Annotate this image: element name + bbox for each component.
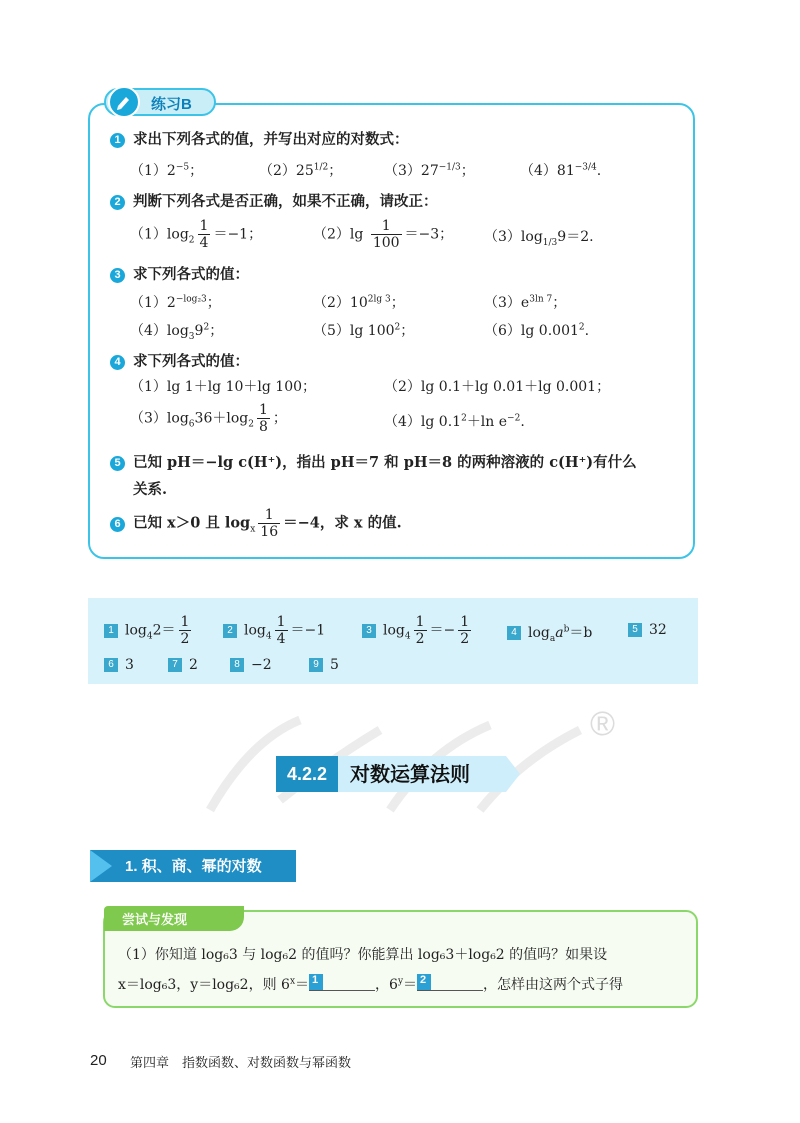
blank-1[interactable]: 1 [309, 974, 375, 991]
answer-4: 4 $\log_aa^b=b$ [507, 622, 592, 644]
answer-7: 7 2 [168, 657, 198, 673]
answer-1: 1 $\log_42=$ $\frac{1}{2}$ [104, 614, 194, 647]
question-3: 3 求下列各式的值： [110, 263, 249, 284]
question-6: 6 已知 x＞0 且 $\log_x$ $\frac{1}{16}$ ＝−4，求 x 的值. [110, 507, 402, 540]
try-tab-label: 尝试与发现 [122, 912, 188, 927]
question-5-line-2: 关系. [133, 481, 168, 498]
question-number: 2 [110, 195, 125, 210]
q4-item-2: （2）lg 0.1＋lg 0.01＋lg 0.001； [384, 379, 611, 395]
q3-item-2: $(2)10^{2lg 3}$； [313, 294, 405, 311]
exercise-tab-label: 练习B [151, 96, 192, 113]
q1-item-2: $(2)25^{1/2}$； [259, 162, 343, 179]
q1-item-1: $(1)2^{-5}$； [130, 162, 204, 179]
question-number: 6 [110, 517, 125, 532]
q3-item-4: $(4)\log_39^2$； [130, 322, 224, 342]
page-number: 20 [90, 1052, 107, 1069]
q3-item-3: $(3)e^{3ln 7}$； [484, 294, 567, 311]
answer-6: 6 3 [104, 657, 134, 673]
q2-item-1: $(1)\log_2$ $\frac{1}{4}$ ＝−1； [130, 218, 263, 251]
registered-mark: ® [590, 705, 616, 743]
answer-5: 5 32 [628, 622, 667, 638]
q2-item-2: （2）lg $\frac{1}{100}$ ＝−3； [313, 218, 454, 251]
question-1: 1 求出下列各式的值，并写出对应的对数式： [110, 128, 409, 149]
section-number: 4.2.2 [276, 756, 338, 792]
answer-9: 9 5 [309, 657, 339, 673]
try-line-1: （1）你知道 log₆3 与 log₆2 的值吗？你能算出 log₆3＋log₆2 的值吗？如果设 [118, 947, 608, 963]
q3-item-5: （5）lg $100^2$； [313, 322, 415, 339]
q3-item-6: （6）lg 0.001$^2$. [484, 322, 590, 339]
try-line-2: x＝log₆3，y＝log₆2，则 $6^x=$ 1 ，$6^y=$ 2 ，怎样由这两个式子得 [118, 974, 624, 993]
pencil-icon [108, 86, 140, 118]
question-number: 1 [110, 133, 125, 148]
q4-item-4: （4）lg $0.1^2+\ln$ $e^{-2}$. [384, 413, 525, 430]
question-number: 3 [110, 268, 125, 283]
subsection-title: 1. 积、商、幂的对数 [125, 858, 262, 875]
q4-item-3: $(3)\log_636+\log_2$ $\frac{1}{8}$ ； [130, 402, 287, 435]
q3-item-1: $(1)2^{-log_23}$； [130, 294, 221, 311]
q1-item-4: $(4)81^{-3/4}$. [520, 162, 602, 179]
chapter-title: 第四章 指数函数、对数函数与幂函数 [130, 1056, 352, 1071]
question-4: 4 求下列各式的值： [110, 350, 249, 371]
q1-item-3: $(3)27^{-1/3}$； [384, 162, 475, 179]
question-2: 2 判断下列各式是否正确，如果不正确，请改正： [110, 190, 438, 211]
q4-item-1: （1）lg 1＋lg 10＋lg 100； [130, 379, 317, 395]
section-title: 对数运算法则 [338, 756, 506, 792]
section-title-tail [506, 756, 520, 792]
blank-2[interactable]: 2 [417, 974, 483, 991]
answer-8: 8 −2 [230, 657, 272, 673]
question-number: 4 [110, 355, 125, 370]
answer-3: 3 $\log_4$ $\frac{1}{2}$ ＝− $\frac{1}{2}$ [362, 614, 474, 647]
question-5: 5 已知 pH＝−lg c(H⁺)，指出 pH＝7 和 pH＝8 的两种溶液的 c(H⁺)有什么 [110, 451, 637, 472]
q2-item-3: $(3)\log_{1/3}9=2$. [484, 229, 594, 248]
answer-2: 2 $\log_4$ $\frac{1}{4}$ ＝−1 [223, 614, 325, 647]
question-number: 5 [110, 456, 125, 471]
subsection-arrow-icon [90, 850, 112, 882]
